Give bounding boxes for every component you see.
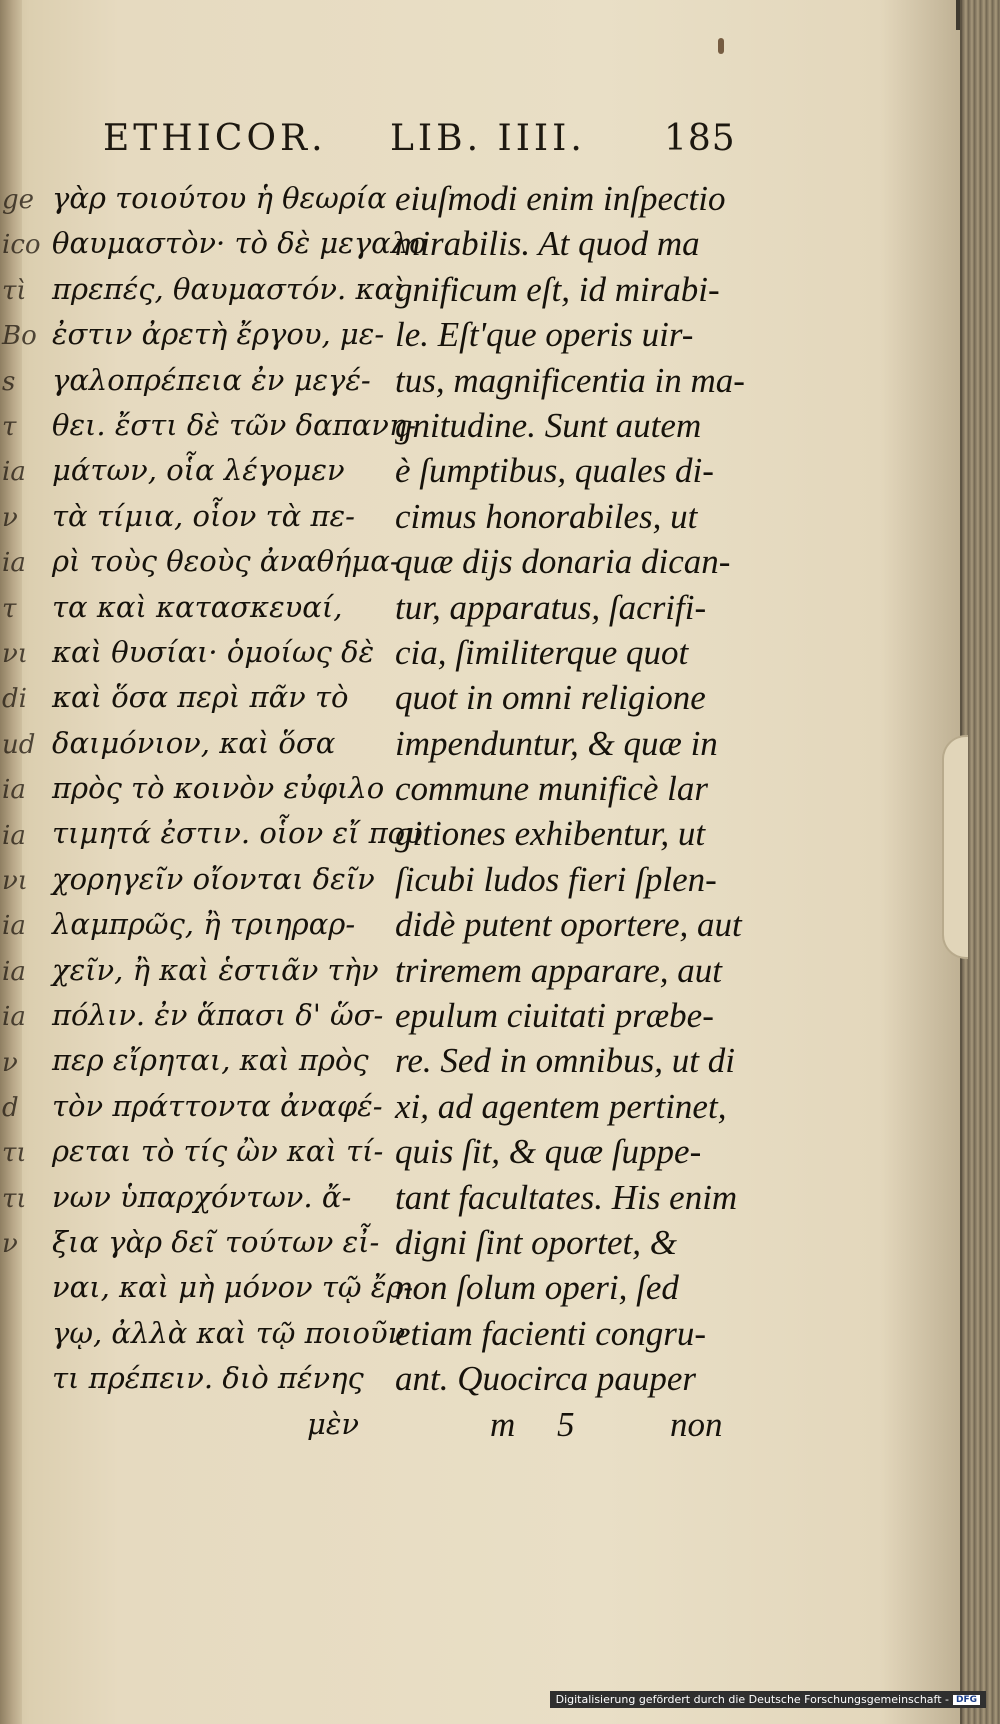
latin-line: etiam facienti congru- — [395, 1313, 707, 1353]
greek-line: μάτων, οἷα λέγομεν — [52, 453, 345, 488]
running-header — [0, 118, 1000, 174]
greek-column — [52, 176, 427, 1447]
signature-number: 5 — [557, 1404, 575, 1444]
facing-page-fragment: ia — [2, 956, 26, 987]
greek-line: ἐστιν ἀρετὴ ἔργου, με- — [52, 317, 385, 352]
latin-line: quot in omni religione — [395, 678, 706, 718]
latin-line: tus, magnificentia in ma- — [395, 360, 745, 400]
greek-line: πρὸς τὸ κοινὸν εὐφιλο — [52, 771, 385, 806]
facing-page-fragment: ia — [2, 820, 26, 851]
facing-page-fragment: ia — [2, 548, 26, 579]
facing-page-fragment: νι — [2, 639, 28, 669]
facing-page-fragment: ν — [2, 1229, 18, 1260]
greek-line: δαιμόνιον, καὶ ὅσα — [52, 725, 336, 760]
facing-page-fragment: di — [2, 684, 27, 715]
greek-line: πρεπές, θαυμαστόν. καὶ — [52, 271, 406, 306]
facing-page-fragment: τι — [2, 1138, 27, 1169]
facing-page-edge — [0, 0, 41, 1724]
page-number: 185 — [664, 118, 736, 159]
greek-line: περ εἴρηται, καὶ πρὸς — [52, 1043, 369, 1078]
greek-line: γὰρ τοιούτου ἡ θεωρία — [52, 181, 387, 215]
latin-line: triremem apparare, aut — [395, 950, 722, 990]
facing-page-fragment: ico — [2, 230, 41, 261]
dfg-logo: DFG — [953, 1695, 980, 1705]
facing-page-fragment: ν — [2, 1047, 18, 1078]
digitization-credit — [550, 1691, 986, 1708]
facing-page-fragment: ge — [2, 185, 35, 215]
latin-line: eiuſmodi enim inſpectio — [395, 179, 726, 218]
latin-line: ant. Quocirca pauper — [395, 1359, 697, 1399]
latin-line: cia, ſimiliterque quot — [395, 632, 689, 672]
facing-page-fragment: d — [2, 1093, 19, 1123]
latin-line: gnificum eſt, id mirabi- — [395, 269, 720, 309]
latin-line: tant facultates. His enim — [395, 1177, 738, 1217]
facing-page-fragment: ia — [2, 1002, 26, 1033]
greek-line: ρὶ τοὺς θεοὺς ἀναθήμα- — [52, 544, 400, 579]
greek-line: τὰ τίμια, οἷον τὰ πε- — [52, 498, 355, 533]
greek-line: χεῖν, ἢ καὶ ἑστιᾶν τὴν — [52, 952, 379, 987]
greek-line: τὸν πράττοντα ἀναφέ- — [52, 1088, 383, 1123]
greek-line: γῳ, ἀλλὰ καὶ τῷ ποιοῦν — [52, 1315, 406, 1350]
latin-line: re. Sed in omnibus, ut di — [395, 1041, 735, 1081]
latin-line: gnitudine. Sunt autem — [395, 405, 702, 445]
latin-line: ſicubi ludos fieri ſplen- — [395, 859, 717, 899]
signature-mark: m — [490, 1404, 516, 1444]
greek-line: νων ὑπαρχόντων. ἄ- — [52, 1179, 352, 1214]
greek-line: μὲν — [307, 1406, 360, 1441]
signature-line — [395, 1402, 760, 1447]
greek-line: ξια γὰρ δεῖ τούτων εἶ- — [52, 1224, 380, 1259]
facing-page-fragment: Bo — [2, 321, 37, 352]
facing-page-fragment: ud — [2, 729, 36, 760]
latin-line: cimus honorabiles, ut — [395, 496, 698, 536]
greek-line: τι πρέπειν. διὸ πένης — [52, 1361, 364, 1396]
greek-line: θαυμαστὸν· τὸ δὲ μεγαλο — [52, 226, 427, 261]
facing-page-fragment: ia — [2, 775, 26, 806]
latin-line: commune munificè lar — [395, 769, 708, 809]
latin-line: non ſolum operi, ſed — [395, 1268, 679, 1308]
latin-line: epulum ciuitati præbe- — [395, 996, 714, 1036]
facing-page-fragment: ia — [2, 911, 26, 942]
greek-line: πόλιν. ἐν ἅπασι δ' ὥσ- — [52, 998, 384, 1033]
greek-line: λαμπρῶς, ἢ τριηραρ- — [52, 907, 356, 942]
latin-line: xi, ad agentem pertinet, — [395, 1086, 727, 1126]
catchword: non — [670, 1404, 723, 1444]
latin-line: tur, apparatus, ſacrifi- — [395, 587, 707, 627]
greek-line: καὶ θυσίαι· ὁμοίως δὲ — [52, 634, 375, 669]
latin-line: quæ dijs donaria dican- — [395, 542, 731, 582]
greek-line: ναι, καὶ μὴ μόνον τῷ ἔρ- — [52, 1270, 414, 1305]
facing-page-fragment: τι — [2, 1183, 27, 1214]
greek-line: τιμητά ἐστιν. οἷον εἴ που — [52, 816, 423, 851]
page-tab-notch — [942, 735, 968, 959]
latin-column — [395, 176, 760, 1447]
latin-line: didè putent oportere, aut — [395, 905, 742, 945]
facing-page-fragment: ν — [2, 502, 18, 533]
greek-line: θει. ἔστι δὲ τῶν δαπανη- — [52, 407, 417, 442]
facing-page-fragment: ia — [2, 457, 26, 488]
facing-page-fragment: τ — [2, 593, 17, 624]
latin-line: impenduntur, & quæ in — [395, 723, 718, 763]
facing-page-fragment: νι — [2, 866, 28, 896]
ink-stain — [718, 38, 724, 54]
facing-page-fragment: s — [2, 366, 16, 397]
running-title: ETHICOR. — [103, 118, 327, 159]
greek-line: χορηγεῖν οἴονται δεῖν — [52, 861, 375, 896]
latin-line: mirabilis. At quod ma — [395, 224, 700, 264]
latin-line: quis ſit, & quæ ſuppe- — [395, 1132, 702, 1172]
latin-line: le. Eſt'que operis uir- — [395, 315, 694, 355]
latin-line: è ſumptibus, quales di- — [395, 451, 714, 491]
greek-line: ρεται τὸ τίς ὢν καὶ τί- — [52, 1134, 384, 1169]
latin-line: gitiones exhibentur, ut — [395, 814, 706, 854]
credit-text: Digitalisierung gefördert durch die Deutsche Forschungsgemeinschaft - — [555, 1693, 949, 1706]
greek-line: γαλοπρέπεια ἐν μεγέ- — [52, 362, 371, 397]
latin-line: digni ſint oportet, & — [395, 1222, 677, 1262]
greek-line: καὶ ὅσα περὶ πᾶν τὸ — [52, 680, 349, 715]
facing-page-fragment: τ — [2, 412, 17, 442]
book-number: LIB. IIII. — [390, 118, 586, 159]
facing-page-fragment: τὶ — [2, 275, 27, 306]
greek-line: τα καὶ κατασκευαί, — [52, 589, 343, 624]
